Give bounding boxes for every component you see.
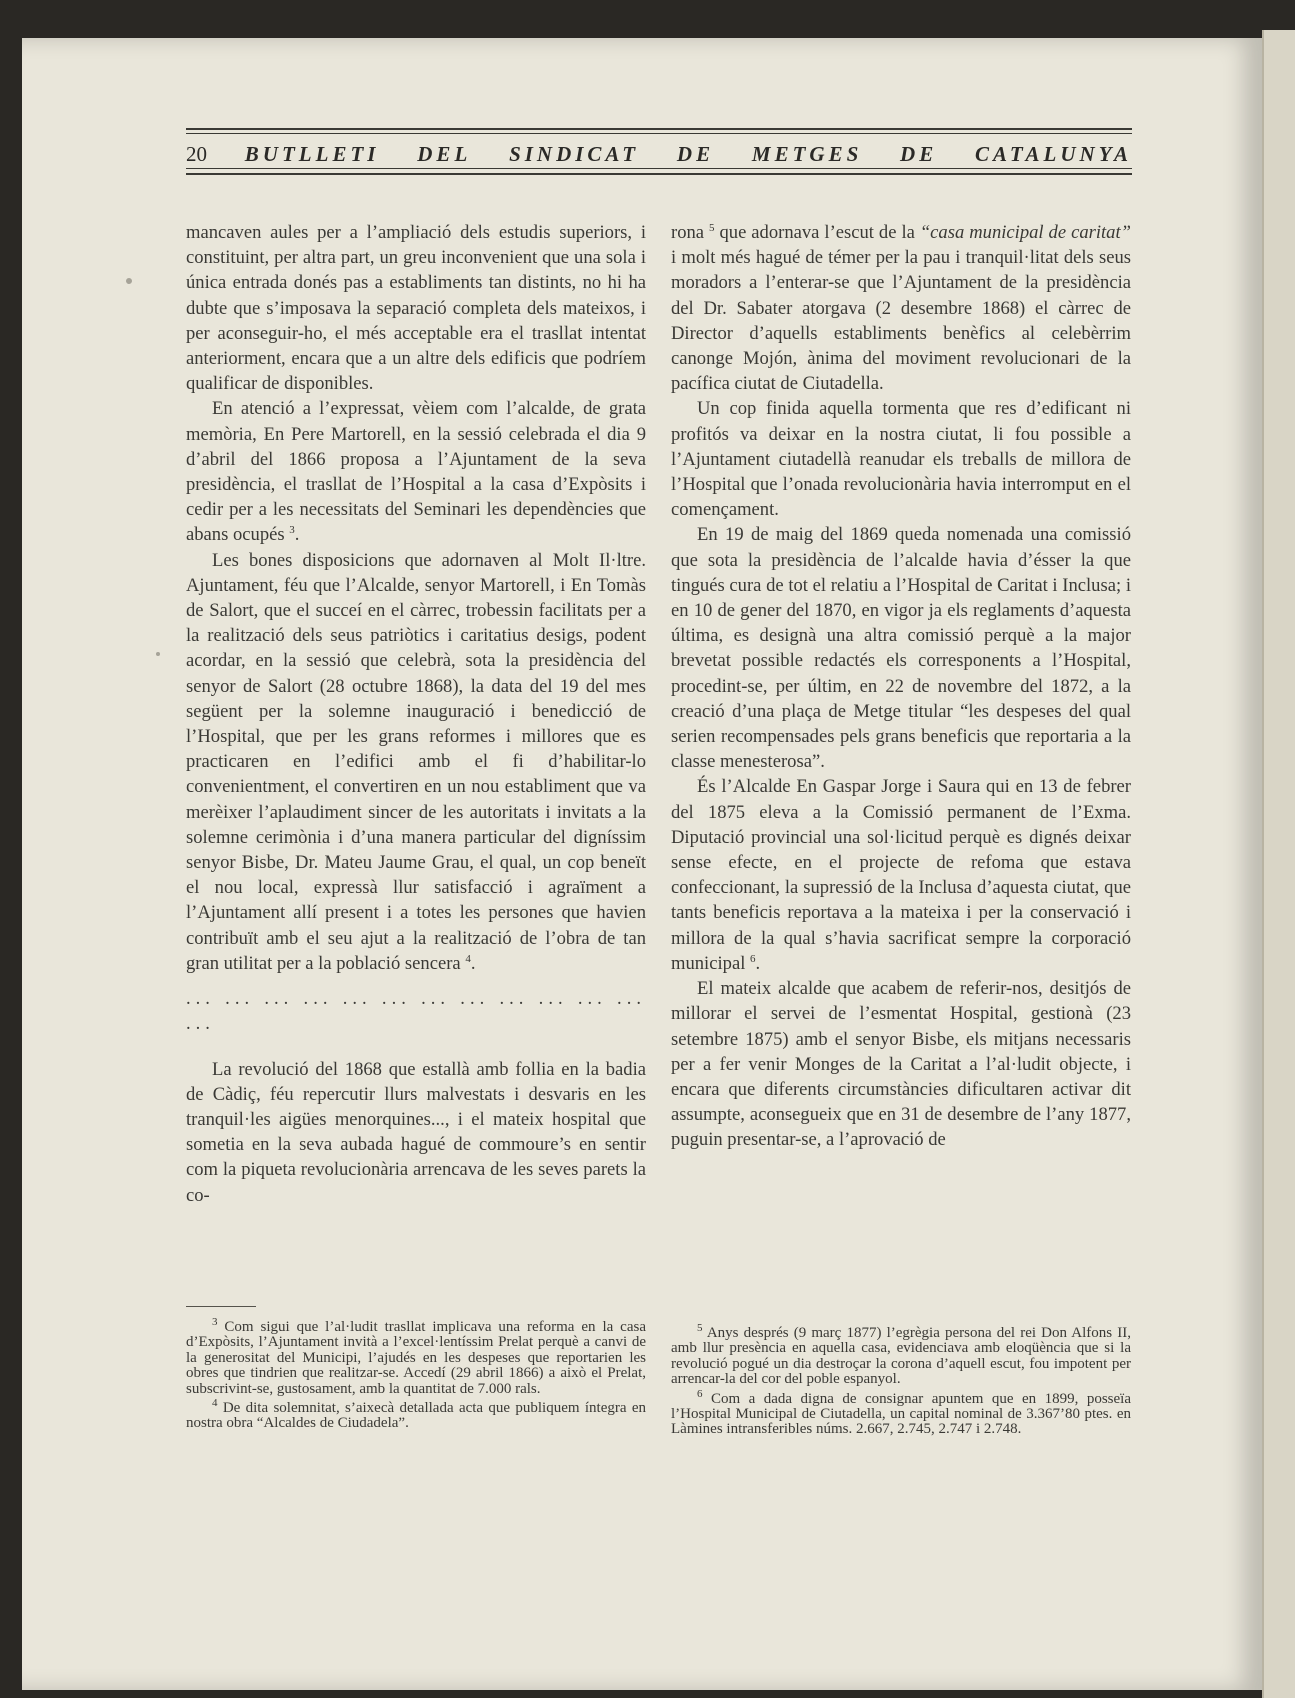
paragraph-text: Les bones disposicions que adornaven al Molt Il·ltre. Ajuntament, féu que l’Alcalde, senyor Martorell, i En Tomàs de Salort, que el succeí en el càrrec, trobessin facilitats per a la realització dels seus patriòtics i caritatius desigs, podent acordar, en la sessió que celebrà, sota la presidència del senyor de Salort (28 octubre 1868), la data del 19 del mes següent per la solemne inauguració i benedicció de l’Hospital, que per les grans reformes i millores que es practicaren en l’edifici amb el fi d’habilitar-lo convenientment, el convertiren en un nou establiment que va merèixer l’aplaudiment sincer de les autoritats i invitats a la solemne cerimònia i d’una manera particular del digníssim senyor Bisbe, Dr. Mateu Jaume Grau, el qual, un cop beneït el nou local, expressà llur satisfacció i agraïment a l’Ajuntament allí present i a totes les persones que havien contribuït amb el seu ajut a la realització de l’obra de tan gran utilitat per a la població sencera — [186, 549, 646, 974]
right-column — [671, 220, 1131, 1153]
header-rule-top — [186, 128, 1132, 130]
paragraph: mancaven aules per a l’ampliació dels estudis superiors, i constituint, per altra part, un greu inconvenient que una sola i única entrada donés pas a establiments tan distints, no hi ha dubte que s’imposava la separació completa dels mateixos, i per aconseguir-ho, el més acceptable era el trasllat intentat anteriorment, encara que a un altre dels edificis que podríem qualificar de disponibles. — [186, 222, 646, 395]
header-rule-bottom — [186, 173, 1132, 175]
paragraph: La revolució del 1868 que estallà amb follia en la badia de Càdiç, féu repercutir llurs malvestats i desvaris en les tranquil·les aigües menorquines..., i el mateix hospital que sometia en la seva aubada hagué de commoure’s en sentir com la piqueta revolucionària arrencava de les seves parets la co- — [186, 1058, 646, 1206]
paragraph-text: És l’Alcalde En Gaspar Jorge i Saura qui en 13 de febrer del 1875 eleva a la Comissió permanent de l’Exma. Diputació provincial una sol·licitud perquè es dignés deixar sense efecte, en el projecte de refoma que estava confeccionant, la supressió de la Inclusa d’aquesta ciutat, que tants beneficis reportava a la mateixa i per la conservació i millora de la qual s’havia sacrificat sempre la corporació municipal — [671, 776, 1131, 974]
footnotes-right — [671, 1322, 1132, 1442]
footnote — [186, 1397, 647, 1432]
header-rule-top-thin — [186, 133, 1132, 134]
footnote-text: Com sigui que l’al·ludit trasllat implicava una reforma en la casa d’Expòsits, l’Ajuntament invità a l’excel·lentíssim Prelat perquè a canvi de la generositat del Municipi, l’ajudés en les despeses que reportarien les obres que tindrien que realitzar-se. Accedí (29 abril 1866) a això el Prelat, subscrivint-se, gustosament, amb la quantitat de 7.000 rals. — [186, 1319, 646, 1397]
paragraph: Un cop finida aquella tormenta que res d’edificant ni profitós va deixar en la nostra ciutat, li fou possible a l’Ajuntament ciutadellà reanudar els treballs de millora de l’Hospital que l’onada revolucionària havia interromput en el començament. — [671, 398, 1131, 521]
paper-speck — [156, 652, 160, 656]
paragraph — [671, 220, 1131, 396]
punctuation: . — [755, 952, 761, 974]
paragraph — [186, 548, 646, 976]
footnote-rule — [186, 1306, 256, 1307]
footnote-text: De dita solemnitat, s’aixecà detallada acta que publiquem íntegra en nostra obra “Alcaldes de Ciudadela”. — [186, 1400, 647, 1432]
footnote-mark: 4 — [212, 1397, 218, 1410]
footnotes-left — [186, 1316, 647, 1436]
header-word: METGES — [751, 142, 863, 166]
quoted-title: “casa municipal de caritat” — [919, 222, 1131, 243]
footnote-mark: 5 — [697, 1322, 703, 1334]
header-rule-bottom-thin — [186, 168, 1132, 169]
footnote-mark: 3 — [212, 1316, 218, 1328]
paragraph-text: En atenció a l’expressat, vèiem com l’alcalde, de grata memòria, En Pere Martorell, en la sessió celebrada el dia 9 d’abril del 1866 proposa a l’Ajuntament de la seva presidència, el trasllat de l’Hospital a la casa d’Expòsits i cedir per a les necessitats del Seminari les dependències que abans ocupés — [186, 398, 646, 546]
footnote-ref: 3 — [289, 524, 295, 537]
page-edge — [1262, 30, 1295, 1698]
header-word: SINDICAT — [509, 142, 640, 166]
paragraph — [671, 774, 1131, 976]
paragraph-text: rona — [671, 222, 705, 243]
footnote-mark: 6 — [697, 1387, 703, 1400]
left-column — [186, 220, 646, 1208]
footnote-ref: 5 — [709, 221, 715, 234]
header-title — [186, 142, 1132, 167]
footnote — [671, 1387, 1132, 1438]
header-word: BUTLLETI — [244, 142, 380, 166]
footnote-ref: 6 — [750, 952, 756, 965]
header-word: CATALUNYA — [975, 142, 1132, 166]
punctuation: . — [294, 524, 300, 546]
header-word: DE — [676, 142, 715, 166]
paragraph — [186, 396, 646, 547]
footnote-text: Anys després (9 març 1877) l’egrègia persona del rei Don Alfons II, amb llur presència en aquella casa, evidenciava amb eloqüència que si la revolució pogué un dia destroçar la corona d’aquell escut, fou impotent per arrencar-la del cor del poble espanyol. — [671, 1325, 1131, 1388]
footnote — [186, 1316, 646, 1397]
page-number: 20 — [186, 142, 207, 166]
punctuation: . — [470, 952, 476, 974]
header-word: DE — [900, 142, 938, 166]
paragraph-text: que adornava l’escut de la — [714, 222, 920, 243]
paragraph-text: i molt més hagué de témer per la pau i tranquil·litat dels seus moradors a l’enterar-se que l’Ajuntament de la presidència del Dr. Sabater atorgava (2 desembre 1868) el càrrec de Director d’aquells establiments benèfics al celebèrrim canonge Mojón, ànima del moviment revolucionari de la pacífica ciutat de Ciutadella. — [671, 247, 1131, 395]
header-word: DEL — [417, 142, 472, 166]
footnote — [671, 1322, 1131, 1388]
footnote-ref: 4 — [465, 952, 471, 965]
footnote-text: Com a dada digna de consignar apuntem que en 1899, posseïa l’Hospital Municipal de Ciutadella, un capital nominal de 3.367’80 ptes. en Làmines intransferibles núms. 2.667, 2.745, 2.747 i 2.748. — [671, 1390, 1132, 1438]
paragraph: En 19 de maig del 1869 queda nomenada una comissió que sota la presidència de l’alcalde havia d’ésser la que tingués cura de tot el relatiu a l’Hospital de Caritat i Inclusa; i en 10 de gener del 1870, en vigor ja els reglaments d’aquesta última, es designà una altra comissió perquè a la major brevetat possible redactés els corresponents a l’Hospital, procedint-se, per últim, en 22 de novembre del 1872, a la creació d’una plaça de Metge titular “les despeses del qual serien recompensades pels grans beneficis que reportaria a la classe menesterosa”. — [671, 524, 1131, 773]
section-break-dots: ... ... ... ... ... ... ... ... ... ... ... ... ... — [186, 988, 646, 1035]
paragraph: El mateix alcalde que acabem de referir-nos, desitjós de millorar el servei de l’esmentat Hospital, gestionà (23 setembre 1875) amb el senyor Bisbe, els mitjans necessaris per a fer venir Monges de la Caritat a l’al·ludit objecte, i encara que diferents circumstàncies dificultaren activar dit assumpte, aconsegueix que en 31 de desembre de l’any 1877, puguin presentar-se, a l’aprovació de — [671, 978, 1131, 1151]
paper-speck — [126, 278, 132, 284]
